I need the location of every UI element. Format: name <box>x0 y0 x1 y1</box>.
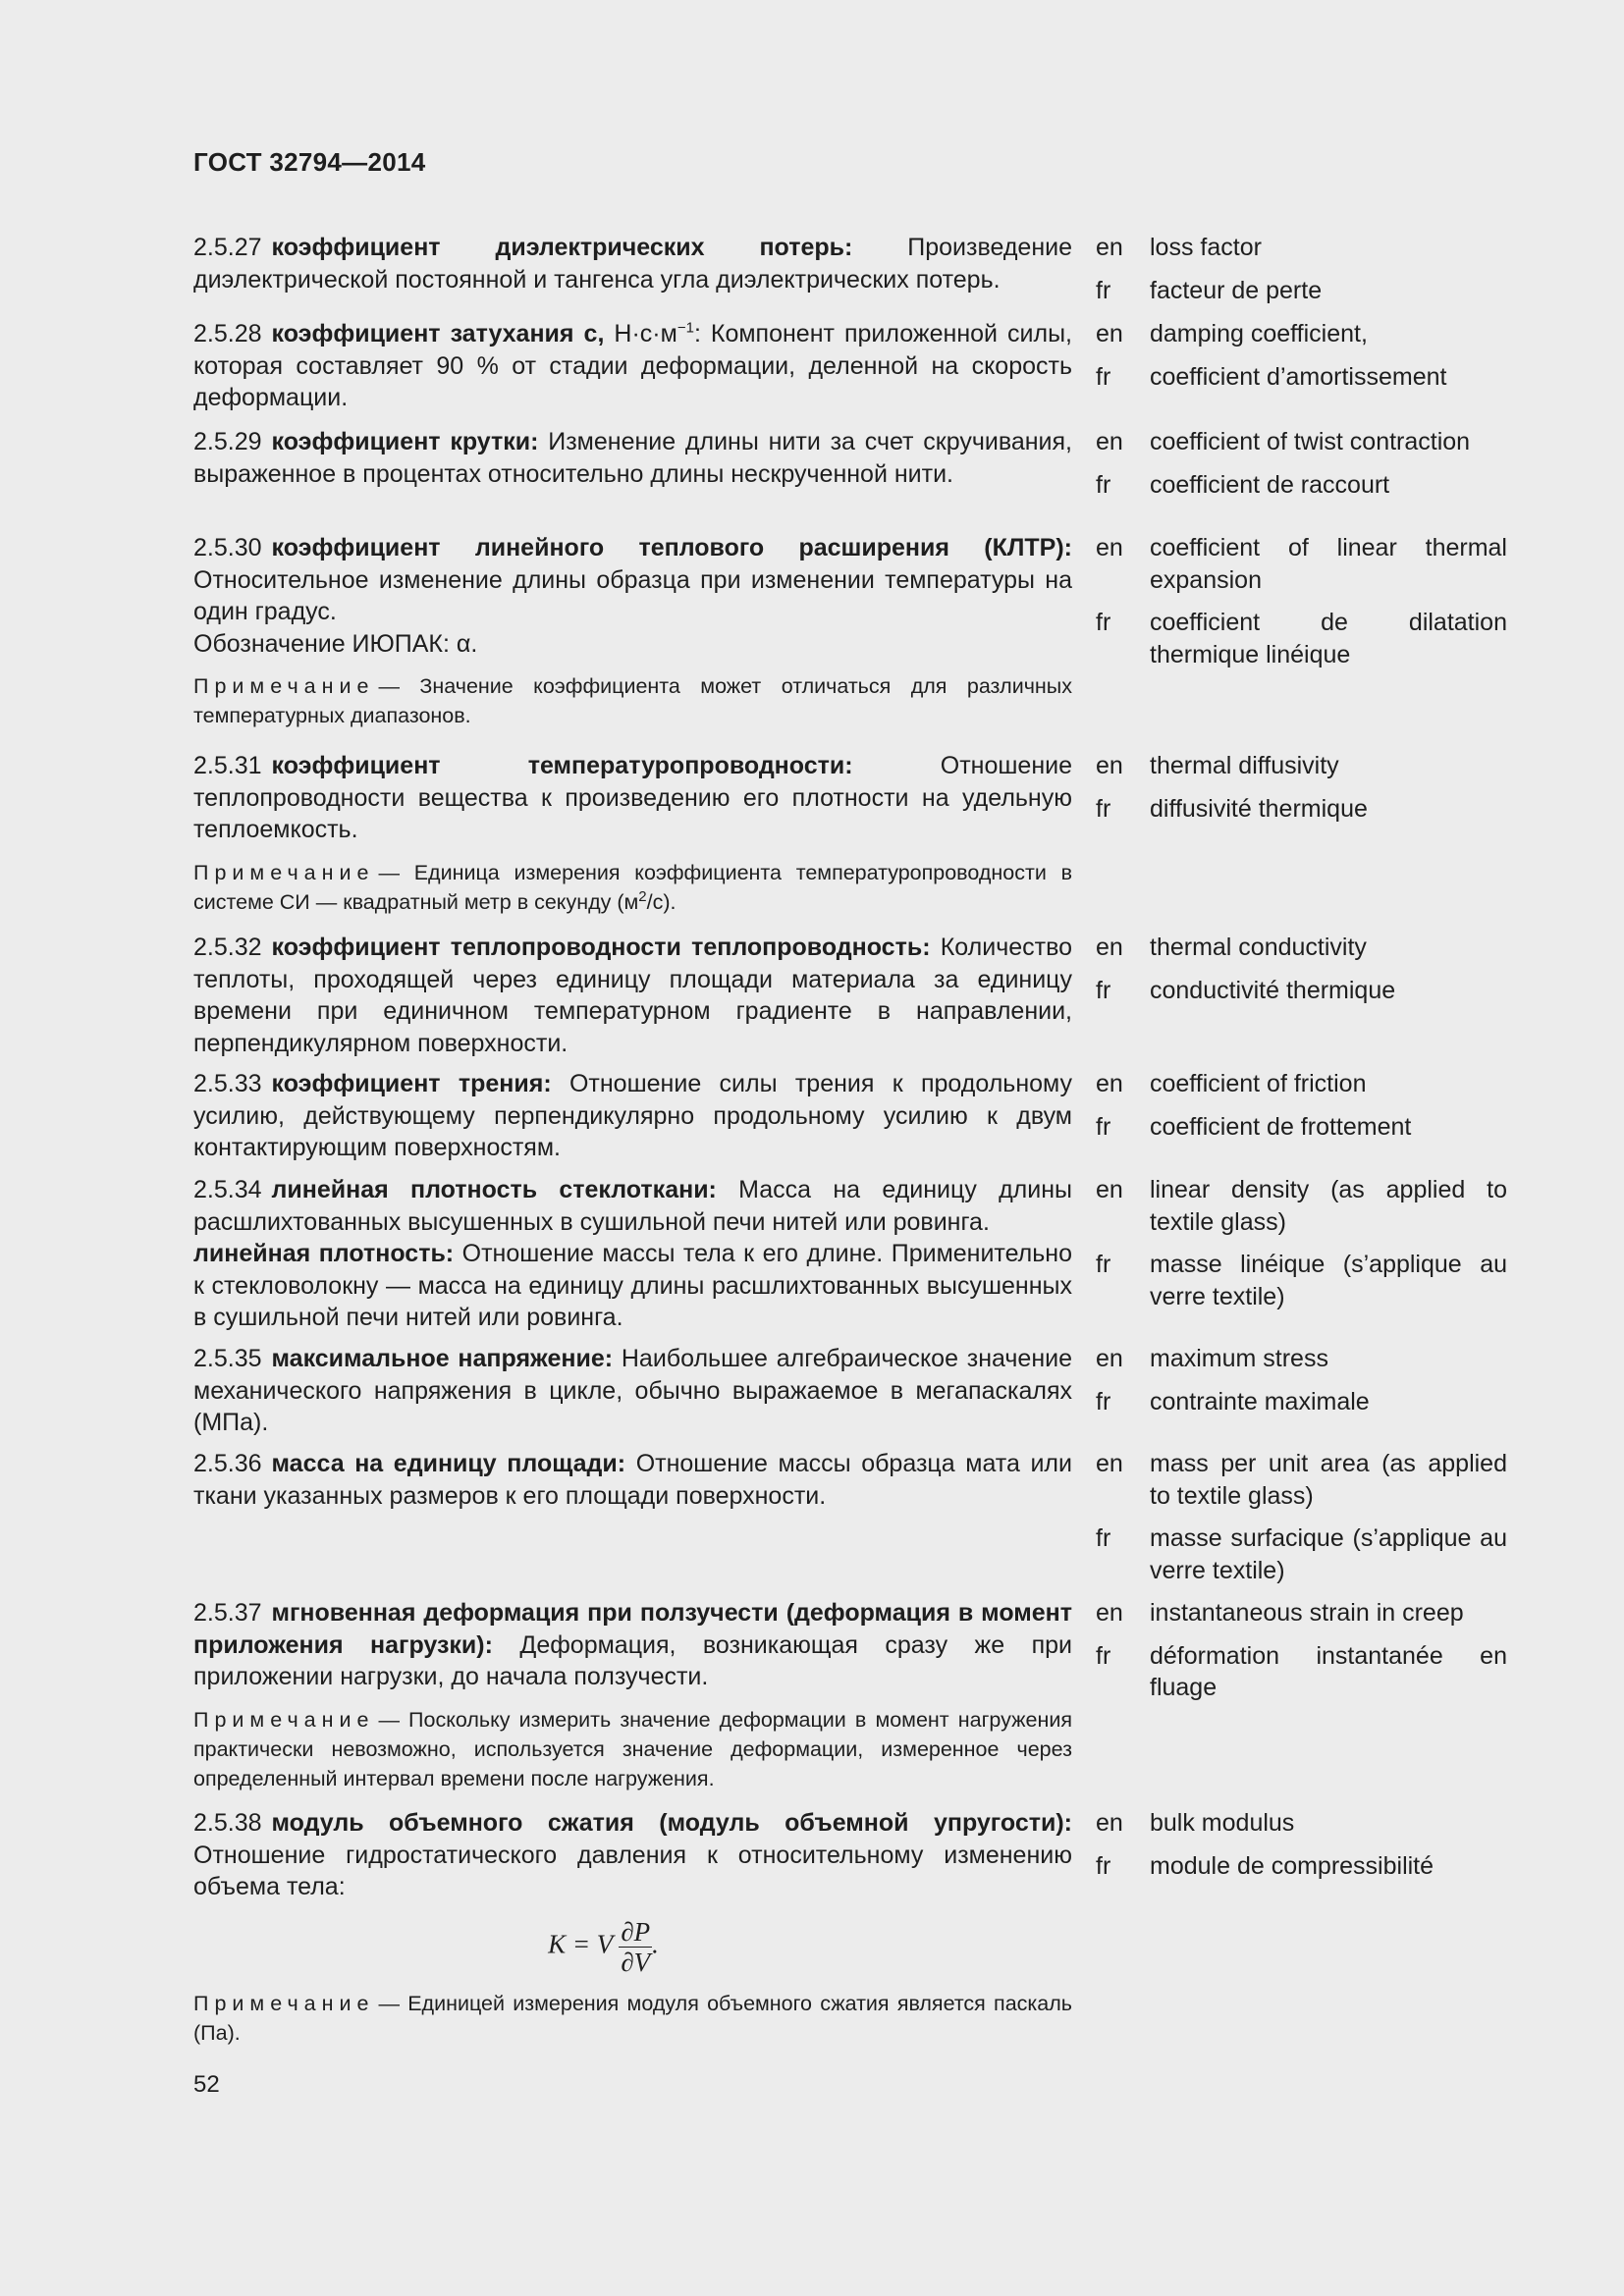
note-text-end: /с). <box>646 889 677 914</box>
english-equivalent: instantaneous strain in creep <box>1150 1599 1464 1627</box>
term-name: коэффициент трения: <box>271 1070 552 1097</box>
english-equivalent: linear density (as applied to textile glass) <box>1150 1176 1507 1236</box>
note-label: Примечание <box>193 674 375 698</box>
french-equivalent: masse linéique (s’applique au verre textile) <box>1150 1251 1507 1310</box>
entry-number: 2.5.31 <box>193 752 262 779</box>
french-equivalent: coefficient de frottement <box>1150 1112 1412 1141</box>
entry-number: 2.5.38 <box>193 1809 262 1837</box>
lang-code-en: en <box>1096 934 1123 961</box>
lang-code-en: en <box>1096 534 1123 561</box>
note <box>193 858 1072 917</box>
english-equivalent: coefficient of friction <box>1150 1070 1367 1097</box>
lang-code-fr: fr <box>1096 1524 1111 1552</box>
formula-lhs: K = V <box>548 1929 614 1959</box>
note-text: — Значение коэффициента может отличаться для различных температурных диапазонов. <box>193 674 1072 727</box>
lang-code-fr: fr <box>1096 794 1111 823</box>
note-text: — Единицей измерения модуля объемного сжатия является паскаль (Па). <box>193 1991 1072 2045</box>
note <box>193 671 1072 730</box>
lang-code-en: en <box>1096 1809 1123 1837</box>
lang-code-fr: fr <box>1096 362 1111 391</box>
lang-code-en: en <box>1096 752 1123 779</box>
english-equivalent: bulk modulus <box>1150 1809 1295 1837</box>
formula-denominator: ∂V <box>621 1947 651 1977</box>
french-equivalent: coefficient de raccourt <box>1150 470 1390 499</box>
formula-end: . <box>652 1929 659 1959</box>
english-equivalent: maximum stress <box>1150 1345 1328 1372</box>
term-name: коэффициент теплопроводности теплопроводность: <box>271 934 931 961</box>
lang-code-fr: fr <box>1096 470 1111 499</box>
english-equivalent: damping coefficient, <box>1150 320 1368 347</box>
term-name: коэффициент линейного теплового расширения (КЛТР): <box>271 534 1072 561</box>
term-name: коэффициент температуропроводности: <box>271 752 853 779</box>
note <box>193 1705 1072 1793</box>
note-label: Примечание <box>193 1991 375 2015</box>
entry-number: 2.5.33 <box>193 1070 262 1097</box>
term-definition-alt: Отношение массы тела к его длине. Применительно к стекловолокну — масса на единицу длины расшлихтованных высушенных в сушильной печи нитей или ровинга. <box>193 1240 1072 1331</box>
entry-number: 2.5.35 <box>193 1345 262 1372</box>
entry-number: 2.5.32 <box>193 934 262 961</box>
term-definition: Изменение длины нити за счет скручивания, выраженное в процентах относительно длины нескрученной нити. <box>193 428 1072 488</box>
term-unit-exponent: −1 <box>677 319 694 337</box>
lang-code-en: en <box>1096 1070 1123 1097</box>
term-definition: Масса на единицу длины расшлихтованных высушенных в сушильной печи нитей или ровинга. <box>193 1176 1073 1236</box>
french-equivalent: déformation instantanée en fluage <box>1150 1641 1507 1701</box>
english-equivalent: mass per unit area (as applied to textile glass) <box>1150 1450 1507 1510</box>
term-name: линейная плотность стеклоткани: <box>271 1176 717 1203</box>
formula-numerator: ∂P <box>621 1916 651 1947</box>
lang-code-en: en <box>1096 1345 1123 1372</box>
note-label: Примечание <box>193 1707 375 1732</box>
lang-code-fr: fr <box>1096 1851 1111 1880</box>
lang-code-en: en <box>1096 234 1123 261</box>
english-equivalent: thermal conductivity <box>1150 934 1367 961</box>
term-definition: Количество теплоты, проходящей через единицу площади материала за единицу времени при единичном температурном градиенте в направлении, перпендикулярном поверхности. <box>193 934 1072 1057</box>
lang-code-fr: fr <box>1096 976 1111 1004</box>
entry-number: 2.5.28 <box>193 320 262 347</box>
term-name-alt: линейная плотность: <box>193 1240 455 1267</box>
iupac-designation: Обозначение ИЮПАК: α. <box>193 629 478 658</box>
document-header: ГОСТ 32794—2014 <box>193 147 426 177</box>
english-equivalent: thermal diffusivity <box>1150 752 1339 779</box>
bulk-modulus-formula <box>193 1917 1072 1977</box>
term-name: максимальное напряжение: <box>271 1345 614 1372</box>
note-text: — Единица измерения коэффициента температуропроводности в системе СИ — квадратный метр в секунду (м <box>193 860 1072 914</box>
lang-code-fr: fr <box>1096 1251 1111 1278</box>
french-equivalent: contrainte maximale <box>1150 1387 1370 1415</box>
term-definition: Отношение массы образца мата или ткани указанных размеров к его площади поверхности. <box>193 1450 1072 1510</box>
entry-number: 2.5.36 <box>193 1450 262 1477</box>
note-superscript: 2 <box>638 887 647 905</box>
term-name: коэффициент затухания c, <box>271 320 605 347</box>
term-name: масса на единицу площади: <box>271 1450 626 1477</box>
term-unit: Н·с·м <box>614 320 677 347</box>
english-equivalent: loss factor <box>1150 234 1262 261</box>
lang-code-en: en <box>1096 320 1123 347</box>
english-equivalent: coefficient of twist contraction <box>1150 428 1471 455</box>
term-definition: Произведение диэлектрической постоянной и тангенса угла диэлектрических потерь. <box>193 234 1072 294</box>
lang-code-fr: fr <box>1096 1112 1111 1141</box>
term-definition: Наибольшее алгебраическое значение механического напряжения в цикле, обычно выражаемое в мегапаскалях (МПа). <box>193 1345 1072 1436</box>
entry-number: 2.5.29 <box>193 428 262 455</box>
lang-code-en: en <box>1096 1176 1123 1203</box>
french-equivalent: coefficient d’amortissement <box>1150 362 1447 391</box>
french-equivalent: conductivité thermique <box>1150 976 1396 1004</box>
note-text: — Поскольку измерить значение деформации в момент нагружения практически невозможно, используется значение деформации, измеренное через определенный интервал времени после нагружения. <box>193 1707 1072 1790</box>
english-equivalent: coefficient of linear thermal expansion <box>1150 534 1507 594</box>
formula-fraction <box>619 1917 652 1977</box>
term-definition: Отношение теплопроводности вещества к произведению его плотности на удельную теплоемкость. <box>193 752 1073 843</box>
lang-code-fr: fr <box>1096 276 1111 304</box>
term-name: мгновенная деформация при ползучести (деформация в момент приложения нагрузки): <box>193 1599 1072 1659</box>
lang-code-en: en <box>1096 428 1123 455</box>
entry-number: 2.5.27 <box>193 234 262 261</box>
page-number: 52 <box>193 2071 220 2098</box>
entry-number: 2.5.30 <box>193 534 262 561</box>
lang-code-fr: fr <box>1096 1387 1111 1415</box>
entry-number: 2.5.34 <box>193 1176 262 1203</box>
french-equivalent: masse surfacique (s’applique au verre textile) <box>1150 1524 1507 1584</box>
term-name: коэффициент крутки: <box>271 428 539 455</box>
french-equivalent: facteur de perte <box>1150 276 1323 304</box>
lang-code-fr: fr <box>1096 1641 1111 1670</box>
note-label: Примечание <box>193 860 375 884</box>
term-definition: : Компонент приложенной силы, которая составляет 90 % от стадии деформации, деленной на скорость деформации. <box>193 320 1072 411</box>
term-definition: Отношение силы трения к продольному усилию, действующему перпендикулярно продольному усилию к двум контактирующим поверхностям. <box>193 1070 1073 1161</box>
term-definition: Отношение гидростатического давления к относительному изменению объема тела: <box>193 1841 1072 1900</box>
entry-number: 2.5.37 <box>193 1599 262 1627</box>
french-equivalent: coefficient de dilatation thermique linéique <box>1150 609 1507 668</box>
term-definition: Деформация, возникающая сразу же при приложении нагрузки, до начала ползучести. <box>193 1630 1072 1690</box>
lang-code-fr: fr <box>1096 609 1111 636</box>
french-equivalent: diffusivité thermique <box>1150 794 1368 823</box>
term-name: коэффициент диэлектрических потерь: <box>271 234 853 261</box>
lang-code-en: en <box>1096 1599 1123 1627</box>
term-definition: Относительное изменение длины образца при изменении температуры на один градус. <box>193 565 1072 625</box>
note <box>193 1989 1072 2048</box>
term-name: модуль объемного сжатия (модуль объемной упругости): <box>271 1809 1072 1837</box>
french-equivalent: module de compressibilité <box>1150 1851 1435 1880</box>
lang-code-en: en <box>1096 1450 1123 1477</box>
